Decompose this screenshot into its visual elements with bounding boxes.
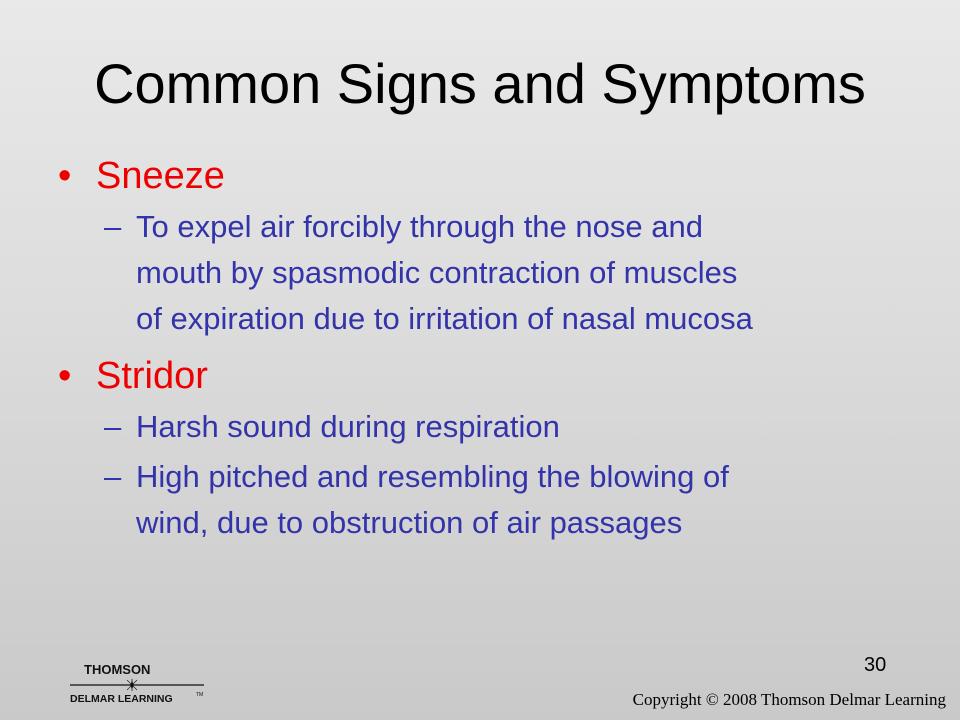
slide-title: Common Signs and Symptoms: [94, 52, 866, 115]
bullet-label: Sneeze: [96, 155, 225, 197]
thomson-delmar-logo: [70, 662, 210, 706]
dash-marker: –: [104, 409, 122, 444]
bullet-dot: •: [58, 355, 72, 397]
sub-point: [58, 454, 928, 546]
bullet-sneeze: [58, 152, 928, 200]
sub-line: Harsh sound during respiration: [136, 409, 560, 444]
sub-line: To expel air forcibly through the nose and: [136, 209, 703, 244]
sub-point: [58, 404, 928, 450]
logo-trademark: TM: [196, 692, 204, 698]
sub-point: [58, 204, 928, 342]
slide-content: [58, 152, 928, 546]
dash-marker: –: [104, 209, 122, 244]
page-number: 30: [864, 654, 887, 676]
bullet-label: Stridor: [96, 355, 208, 397]
copyright-notice: Copyright © 2008 Thomson Delmar Learning: [632, 690, 946, 709]
dash-marker: –: [104, 459, 122, 494]
sub-line: of expiration due to irritation of nasal mucosa: [136, 301, 753, 336]
logo-line1: THOMSON: [84, 662, 151, 677]
bullet-stridor: [58, 352, 928, 400]
bullet-dot: •: [58, 155, 72, 197]
sub-line: wind, due to obstruction of air passages: [136, 505, 683, 540]
sub-line: High pitched and resembling the blowing of: [136, 459, 729, 494]
sub-line: mouth by spasmodic contraction of muscles: [136, 255, 738, 290]
logo-line2: DELMAR LEARNING: [70, 693, 173, 705]
